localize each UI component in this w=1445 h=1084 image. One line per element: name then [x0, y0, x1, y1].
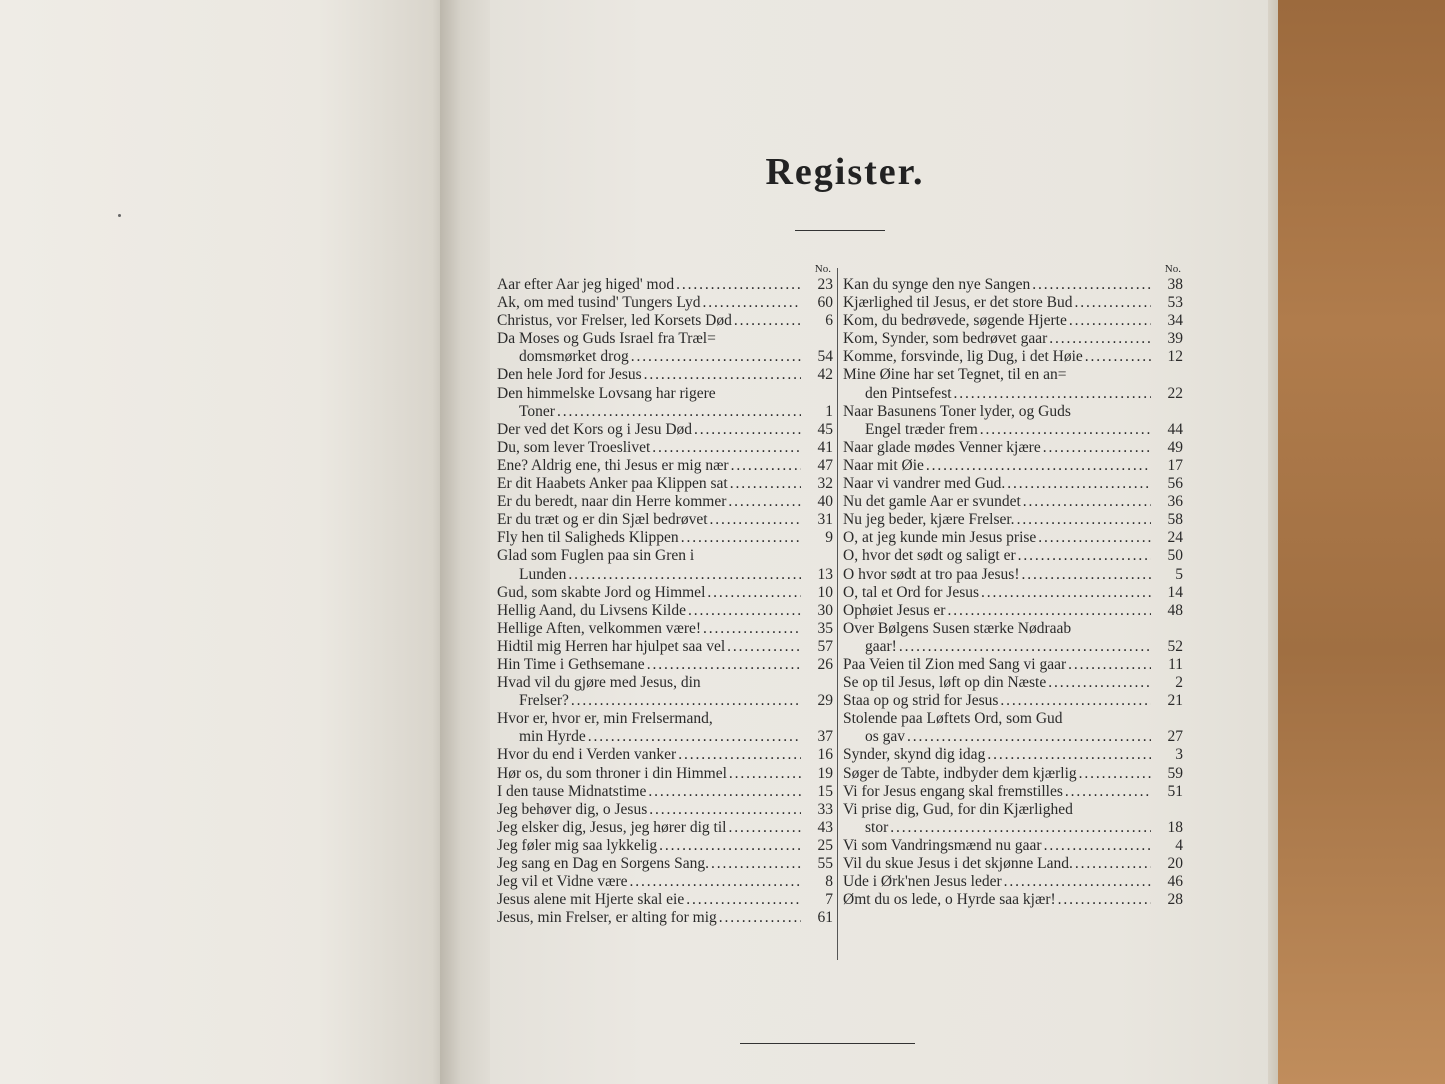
index-entry — [497, 855, 833, 873]
dot-leader — [954, 385, 1151, 403]
hymn-number: 29 — [817, 692, 833, 710]
index-entry — [497, 511, 833, 529]
entry-title-continued: gaar! — [865, 637, 897, 655]
entry-title: O, tal et Ord for Jesus — [843, 583, 980, 601]
dot-leader — [686, 891, 801, 909]
index-entry — [843, 366, 1183, 402]
hymn-number: 13 — [817, 565, 833, 583]
hymn-number: 54 — [817, 348, 833, 366]
entry-title: Hvor er, hvor er, min Frelsermand, — [497, 710, 713, 728]
index-column-right — [843, 262, 1183, 909]
index-entry — [843, 439, 1183, 457]
hymn-number: 2 — [1175, 674, 1183, 692]
index-entry — [843, 348, 1183, 366]
hymn-number: 20 — [1167, 855, 1183, 872]
index-entry — [497, 584, 833, 602]
entry-title-continued: Toner — [519, 402, 555, 420]
hymn-number: 6 — [825, 312, 833, 330]
dot-leader — [1038, 529, 1151, 547]
entry-title: Glad som Fuglen paa sin Gren i — [497, 547, 695, 565]
entry-title: Søger de Tabte, indbyder dem kjærlig — [843, 764, 1077, 782]
dot-leader — [571, 692, 801, 710]
entry-title: Er dit Haabets Anker paa Klippen sat — [497, 475, 728, 493]
index-entry — [843, 891, 1183, 909]
hymn-number: 24 — [1167, 529, 1183, 547]
hymn-number: 53 — [1167, 294, 1183, 312]
dot-leader — [707, 584, 801, 602]
dot-leader — [890, 819, 1151, 837]
dot-leader — [676, 276, 801, 294]
hymn-number: 19 — [817, 764, 833, 782]
entry-title: Fly hen til Saligheds Klippen — [497, 529, 679, 547]
entry-title: Hvad vil du gjøre med Jesus, din — [497, 674, 701, 692]
entry-title-continued: os gav — [865, 728, 906, 746]
dot-leader — [1048, 674, 1151, 692]
index-entry — [497, 620, 833, 638]
hymn-number: 51 — [1167, 782, 1183, 800]
dot-leader — [1058, 891, 1151, 909]
dot-leader — [703, 620, 801, 638]
dot-leader — [728, 819, 801, 837]
entry-title: Naar vi vandrer med Gud. — [843, 475, 1006, 493]
dot-leader — [647, 656, 801, 674]
dot-leader — [659, 837, 801, 855]
hymn-number: 40 — [817, 493, 833, 511]
index-entry — [497, 746, 833, 764]
entry-title-continued: Lunden — [519, 565, 567, 583]
entry-title: Da Moses og Guds Israel fra Træl= — [497, 330, 716, 348]
dot-leader — [652, 439, 801, 457]
hymn-number: 21 — [1167, 692, 1183, 710]
index-entry — [497, 710, 833, 746]
entry-title-continued: min Hyrde — [519, 728, 586, 746]
index-entry — [497, 801, 833, 819]
dot-leader — [688, 602, 801, 620]
hymn-number: 30 — [817, 601, 833, 619]
number-heading: No. — [814, 263, 831, 275]
index-entry — [843, 276, 1183, 294]
dot-leader — [1017, 511, 1151, 529]
hymn-number: 27 — [1167, 728, 1183, 746]
index-entry — [843, 873, 1183, 891]
dot-leader — [729, 765, 801, 783]
index-entry — [843, 566, 1183, 584]
index-column-left — [497, 262, 833, 927]
paper-speck — [118, 214, 121, 217]
index-entry — [843, 529, 1183, 547]
dot-leader — [1074, 294, 1151, 312]
dot-leader — [1065, 783, 1151, 801]
entry-title: Du, som lever Troeslivet — [497, 438, 651, 456]
index-entry — [843, 294, 1183, 312]
dot-leader — [711, 855, 801, 873]
dot-leader — [1022, 566, 1152, 584]
hymn-number: 17 — [1167, 456, 1183, 474]
wooden-table — [1278, 0, 1445, 1084]
index-entry — [843, 710, 1183, 746]
page-title: Register. — [765, 151, 925, 193]
dot-leader — [568, 566, 801, 584]
dot-leader — [987, 746, 1151, 764]
index-entry — [843, 312, 1183, 330]
hymn-number: 33 — [817, 800, 833, 818]
index-entry — [843, 493, 1183, 511]
dot-leader — [702, 294, 801, 312]
entry-title: Jeg behøver dig, o Jesus — [497, 800, 648, 818]
entry-title: Vi som Vandringsmænd nu gaar — [843, 836, 1042, 854]
entry-title: Aar efter Aar jeg higed' mod — [497, 276, 675, 293]
index-entry — [843, 457, 1183, 475]
hymn-number: 46 — [1167, 873, 1183, 891]
index-entry — [497, 385, 833, 421]
dot-leader — [731, 457, 801, 475]
index-entry — [843, 692, 1183, 710]
entry-title: Ene? Aldrig ene, thi Jesus er mig nær — [497, 456, 729, 474]
dot-leader — [557, 403, 801, 421]
hymn-number: 10 — [817, 583, 833, 601]
entry-title: Der ved det Kors og i Jesu Død — [497, 420, 693, 438]
index-entry — [497, 493, 833, 511]
hymn-number: 8 — [825, 873, 833, 891]
hymn-number: 12 — [1167, 348, 1183, 366]
hymn-number: 34 — [1167, 312, 1183, 330]
hymn-number: 28 — [1167, 891, 1183, 909]
hymn-number: 52 — [1167, 637, 1183, 655]
index-entry — [497, 276, 833, 294]
index-entry — [497, 366, 833, 384]
index-entry — [843, 584, 1183, 602]
dot-leader — [1044, 837, 1151, 855]
hymn-number: 45 — [817, 420, 833, 438]
entry-title: Christus, vor Frelser, led Korsets Død — [497, 312, 732, 330]
hymn-number: 39 — [1167, 330, 1183, 348]
index-entry — [497, 909, 833, 927]
entry-title: Hvor du end i Verden vanker — [497, 746, 677, 764]
dot-leader — [1018, 547, 1151, 565]
hymn-number: 50 — [1167, 547, 1183, 565]
dot-leader — [1068, 656, 1151, 674]
hymn-number: 43 — [817, 818, 833, 836]
index-entry — [497, 674, 833, 710]
index-entry — [497, 783, 833, 801]
dot-leader — [899, 638, 1151, 656]
hymn-number: 42 — [817, 366, 833, 384]
dot-leader — [907, 728, 1151, 746]
entry-title: Nu jeg beder, kjære Frelser. — [843, 511, 1015, 529]
dot-leader — [1023, 493, 1151, 511]
entry-title: Hellige Aften, velkommen være! — [497, 619, 702, 637]
index-entry — [843, 547, 1183, 565]
entry-title: Over Bølgens Susen stærke Nødraab — [843, 619, 1072, 637]
entry-title: Kjærlighed til Jesus, er det store Bud — [843, 294, 1073, 312]
hymn-number: 37 — [817, 728, 833, 746]
dot-leader — [649, 801, 801, 819]
hymn-number: 59 — [1167, 764, 1183, 782]
entry-title-continued: Engel træder frem — [865, 420, 978, 438]
hymn-number: 48 — [1167, 601, 1183, 619]
entry-title: Ømt du os lede, o Hyrde saa kjær! — [843, 891, 1056, 909]
dot-leader — [631, 348, 801, 366]
hymn-number: 36 — [1167, 493, 1183, 511]
dot-leader — [947, 602, 1151, 620]
index-entry — [843, 783, 1183, 801]
hymn-number: 32 — [817, 475, 833, 493]
entry-title: Vil du skue Jesus i det skjønne Land. — [843, 855, 1073, 872]
number-heading: No. — [1164, 263, 1181, 275]
dot-leader — [734, 312, 801, 330]
entry-title: Er du beredt, naar din Herre kommer — [497, 493, 727, 511]
index-entry — [843, 674, 1183, 692]
dot-leader — [648, 783, 801, 801]
entry-title: Vi for Jesus engang skal fremstilles — [843, 782, 1063, 800]
hymn-number: 60 — [817, 294, 833, 312]
left-page — [0, 0, 455, 1084]
hymn-number: 14 — [1167, 583, 1183, 601]
hymn-number: 57 — [817, 637, 833, 655]
dot-leader — [727, 638, 801, 656]
entry-title: Hin Time i Gethsemane — [497, 655, 645, 673]
index-entry — [497, 819, 833, 837]
entry-title: Den hele Jord for Jesus — [497, 366, 642, 384]
entry-title: Den himmelske Lovsang har rigere — [497, 384, 716, 402]
index-entry — [497, 873, 833, 891]
entry-title: Kom, du bedrøvede, søgende Hjerte — [843, 312, 1067, 330]
title-rule — [795, 230, 885, 231]
index-entry — [497, 656, 833, 674]
index-entry — [497, 421, 833, 439]
index-entry — [843, 746, 1183, 764]
dot-leader — [1007, 475, 1151, 493]
column-divider — [837, 268, 838, 960]
entry-title: O hvor sødt at tro paa Jesus! — [843, 565, 1020, 583]
dot-leader — [728, 493, 801, 511]
dot-leader — [730, 475, 801, 493]
dot-leader — [681, 529, 801, 547]
bottom-rule — [740, 1043, 915, 1044]
hymn-number: 38 — [1167, 276, 1183, 293]
entry-title: Synder, skynd dig idag — [843, 746, 986, 764]
entry-title: Naar glade mødes Venner kjære — [843, 438, 1041, 456]
hymn-number: 61 — [817, 909, 833, 927]
entry-title: Ophøiet Jesus er — [843, 601, 946, 619]
hymn-number: 23 — [817, 276, 833, 293]
hymn-number: 41 — [817, 438, 833, 456]
hymn-number: 25 — [817, 836, 833, 854]
hymn-number: 15 — [817, 782, 833, 800]
hymn-number: 5 — [1175, 565, 1183, 583]
index-entry — [497, 602, 833, 620]
entry-title: Se op til Jesus, løft op din Næste — [843, 674, 1047, 692]
dot-leader — [1043, 439, 1151, 457]
dot-leader — [1004, 873, 1151, 891]
index-entry — [497, 547, 833, 583]
dot-leader — [630, 873, 801, 891]
hymn-number: 56 — [1167, 475, 1183, 493]
index-entry — [497, 330, 833, 366]
entry-title-continued: Frelser? — [519, 692, 569, 710]
dot-leader — [588, 728, 801, 746]
hymn-number: 4 — [1175, 836, 1183, 854]
dot-leader — [926, 457, 1151, 475]
hymn-number: 35 — [817, 619, 833, 637]
dot-leader — [1075, 855, 1151, 873]
entry-title: Hellig Aand, du Livsens Kilde — [497, 601, 686, 619]
entry-title: Jeg føler mig saa lykkelig — [497, 836, 658, 854]
hymn-number: 1 — [825, 402, 833, 420]
index-entry — [497, 294, 833, 312]
entry-title: Hidtil mig Herren har hjulpet saa vel — [497, 637, 726, 655]
hymn-number: 22 — [1167, 384, 1183, 402]
index-entry — [497, 312, 833, 330]
hymn-number: 9 — [825, 529, 833, 547]
entry-title: Stolende paa Løftets Ord, som Gud — [843, 710, 1063, 728]
entry-title: Jesus, min Frelser, er alting for mig — [497, 909, 717, 927]
entry-title: Nu det gamle Aar er svundet — [843, 493, 1021, 511]
hymn-number: 44 — [1167, 420, 1183, 438]
index-entry — [497, 475, 833, 493]
dot-leader — [1049, 330, 1151, 348]
entry-title: Jeg elsker dig, Jesus, jeg hører dig til — [497, 818, 727, 836]
index-entry — [843, 511, 1183, 529]
index-entry — [843, 475, 1183, 493]
entry-title: Kom, Synder, som bedrøvet gaar — [843, 330, 1048, 348]
entry-title: Ak, om med tusind' Tungers Lyd — [497, 294, 701, 312]
dot-leader — [710, 511, 801, 529]
index-entry — [843, 837, 1183, 855]
dot-leader — [1069, 312, 1151, 330]
index-entry — [843, 620, 1183, 656]
entry-title-continued: stor — [865, 818, 889, 836]
index-entry — [843, 602, 1183, 620]
hymn-number: 58 — [1167, 511, 1183, 529]
index-entry — [843, 855, 1183, 873]
entry-title: Er du træt og er din Sjæl bedrøvet — [497, 511, 708, 529]
hymn-number: 49 — [1167, 438, 1183, 456]
index-entry — [843, 765, 1183, 783]
hymn-number: 31 — [817, 511, 833, 529]
index-entry — [497, 765, 833, 783]
dot-leader — [980, 421, 1151, 439]
entry-title: I den tause Midnatstime — [497, 782, 647, 800]
hymn-number: 18 — [1167, 818, 1183, 836]
index-entry — [497, 457, 833, 475]
entry-title: Mine Øine har set Tegnet, til en an= — [843, 366, 1067, 384]
hymn-number: 16 — [817, 746, 833, 764]
entry-title: Staa op og strid for Jesus — [843, 692, 999, 710]
dot-leader — [1000, 692, 1151, 710]
entry-title: Naar Basunens Toner lyder, og Guds — [843, 402, 1071, 420]
dot-leader — [981, 584, 1151, 602]
entry-title: Komme, forsvinde, lig Dug, i det Høie — [843, 348, 1083, 366]
hymn-number: 3 — [1175, 746, 1183, 764]
dot-leader — [719, 909, 801, 927]
dot-leader — [678, 746, 801, 764]
dot-leader — [1032, 276, 1151, 294]
entry-title-continued: domsmørket drog — [519, 348, 629, 366]
entry-title: Gud, som skabte Jord og Himmel — [497, 583, 706, 601]
entry-title-continued: den Pintsefest — [865, 384, 952, 402]
entry-title: O, hvor det sødt og saligt er — [843, 547, 1016, 565]
index-entry — [843, 801, 1183, 837]
hymn-number: 55 — [817, 855, 833, 872]
entry-title: Paa Veien til Zion med Sang vi gaar — [843, 655, 1067, 673]
dot-leader — [644, 366, 801, 384]
dot-leader — [1085, 348, 1151, 366]
entry-title: Naar mit Øie — [843, 456, 924, 474]
entry-title: O, at jeg kunde min Jesus prise — [843, 529, 1037, 547]
index-entry — [497, 439, 833, 457]
entry-title: Jesus alene mit Hjerte skal eie — [497, 891, 685, 909]
index-entry — [843, 330, 1183, 348]
dot-leader — [694, 421, 801, 439]
entry-title: Jeg sang en Dag en Sorgens Sang. — [497, 855, 709, 872]
hymn-number: 26 — [817, 655, 833, 673]
entry-title: Vi prise dig, Gud, for din Kjærlighed — [843, 800, 1073, 818]
entry-title: Jeg vil et Vidne være — [497, 873, 628, 891]
index-entry — [497, 529, 833, 547]
entry-title: Ude i Ørk'nen Jesus leder — [843, 873, 1002, 891]
index-entry — [497, 891, 833, 909]
hymn-number: 11 — [1168, 655, 1183, 673]
index-entry — [497, 638, 833, 656]
index-entry — [843, 403, 1183, 439]
dot-leader — [1079, 765, 1151, 783]
entry-title: Hør os, du som throner i din Himmel — [497, 764, 727, 782]
entry-title: Kan du synge den nye Sangen — [843, 276, 1031, 293]
index-entry — [497, 837, 833, 855]
index-entry — [843, 656, 1183, 674]
hymn-number: 47 — [817, 456, 833, 474]
hymn-number: 7 — [825, 891, 833, 909]
